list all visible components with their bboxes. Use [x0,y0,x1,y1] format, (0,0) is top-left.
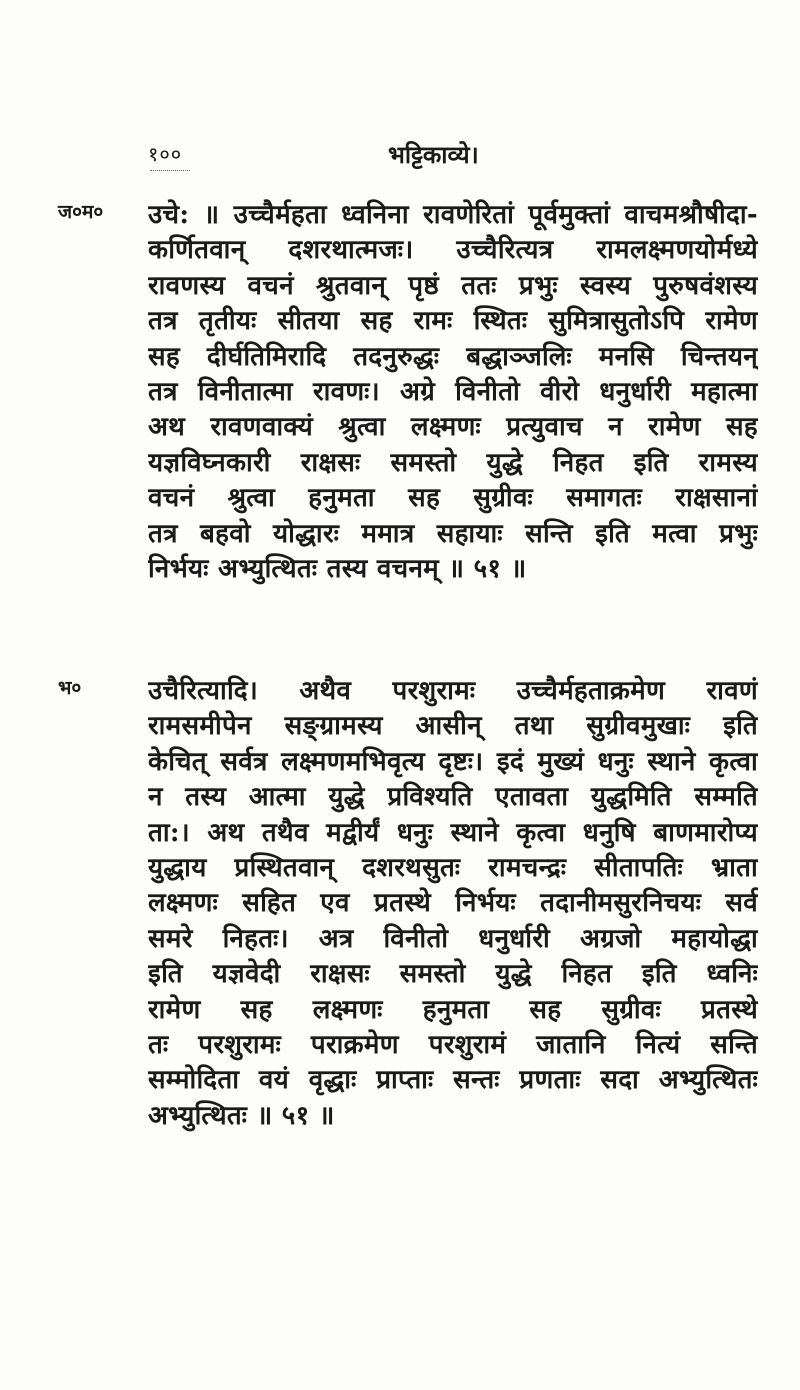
commentary-section-jayamangala [58,198,758,668]
text-line: वचनं श्रुत्वा हनुमता सह सुग्रीवः समागतः राक्षसानां [148,483,758,514]
section-text [148,198,758,587]
text-line: इति यज्ञवेदी राक्षसः समस्तो युद्धे निहत इति ध्वनिः [148,959,758,990]
section-label: ज०म० [58,201,104,223]
text-line: निर्भयः अभ्युत्थितः तस्य वचनम्‌ ॥ ५१ ॥ [148,554,527,585]
section-text [148,674,758,1134]
text-line: रावणस्य वचनं श्रुतवान्‌ पृष्ठं ततः प्रभुः स्वस्य पुरुषवंशस्य [148,270,758,301]
text-line: समरे निहतः। अत्र विनीतो धनुर्धारी अग्रजो महायोद्धा [148,923,758,954]
text-line: अभ्युत्थितः ॥ ५१ ॥ [148,1100,335,1131]
text-line: सम्मोदिता वयं वृद्धाः प्राप्ताः सन्तः प्रणताः सदा अभ्युत्थितः [148,1065,758,1096]
text-line: रामेण सह लक्ष्मणः हनुमता सह सुग्रीवः प्रतस्थे [148,994,758,1025]
page-number: १०० [148,142,183,166]
page-header [148,140,708,180]
text-line: रामसमीपेन सङ्ग्रामस्य आसीन्‌ तथा सुग्रीवमुखाः इति [148,711,758,742]
text-line: लक्ष्मणः सहित एव प्रतस्थे निर्भयः तदानीमसुरनिचयः सर्व [148,888,758,919]
text-line: युद्धाय प्रस्थितवान्‌ दशरथसुतः रामचन्द्रः सीतापतिः भ्राता [148,853,758,884]
text-line: अथ रावणवाक्यं श्रुत्वा लक्ष्मणः प्रत्युवाच न रामेण सह [148,412,758,443]
commentary-section-bharata [58,674,758,1234]
text-line: कर्णितवान्‌ दशरथात्मजः। उच्चैरित्यत्र रामलक्ष्मणयोर्मध्ये [148,235,758,266]
text-line: ता:। अथ तथैव मद्वीर्यं धनुः स्थाने कृत्वा धनुषि बाणमारोप्य [148,817,758,848]
text-line: तत्र बहवो योद्धारः ममात्र सहायाः सन्ति इति मत्वा प्रभुः [148,518,758,549]
text-line: यज्ञविघ्नकारी राक्षसः समस्तो युद्धे निहत इति रामस्य [148,447,758,478]
text-line: न तस्य आत्मा युद्धे प्रविश्यति एतावता युद्धमिति सम्मति [148,782,758,813]
text-line: तत्र तृतीयः सीतया सह रामः स्थितः सुमित्रासुतोऽपि रामेण [148,306,758,337]
text-line: उचे: ॥ उच्चैर्महता ध्वनिना रावणेरितां पूर्वमुक्तां वाचमश्रौषीदा- [148,200,758,230]
running-head: भट्टिकाव्ये। [388,140,479,169]
text-line: केचित्‌ सर्वत्र लक्ष्मणमभिवृत्य दृष्टः। इदं मुख्यं धनुः स्थाने कृत्वा [148,746,758,777]
text-line: तत्र विनीतात्मा रावणः। अग्रे विनीतो वीरो धनुर्धारी महात्मा [148,377,758,408]
text-line: उचैरित्यादि। अथैव परशुरामः उच्चैर्महताक्रमेण रावणं [148,676,758,706]
section-label: भ० [58,677,82,699]
text-line: सह दीर्घतिमिरादि तदनुरुद्धः बद्धाञ्जलिः मनसि चिन्तयन्‌ [148,341,758,372]
text-line: तः परशुरामः पराक्रमेण परशुरामं जातानि नित्यं सन्ति [148,1030,758,1061]
